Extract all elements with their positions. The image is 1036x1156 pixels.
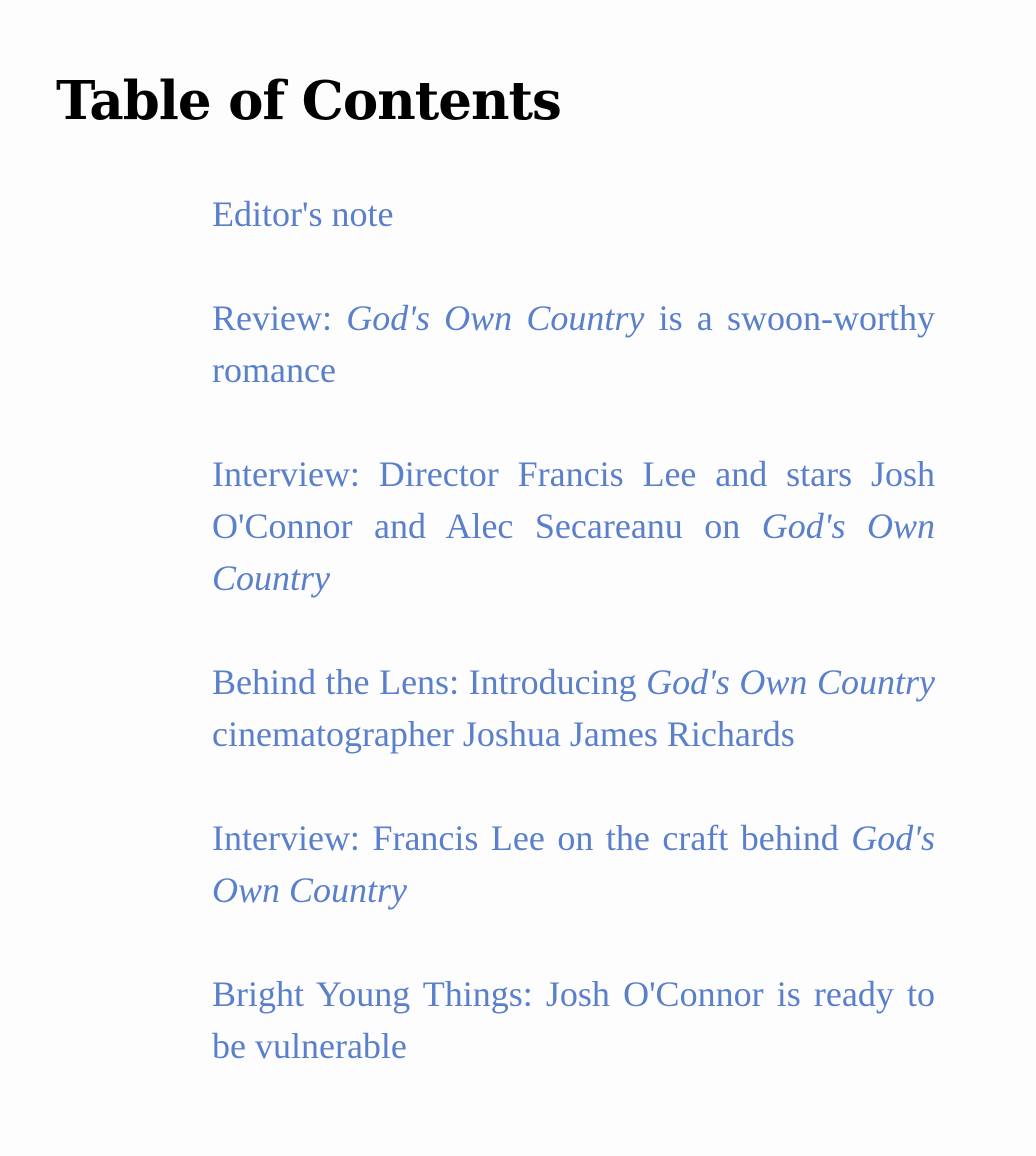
toc-link-text: is a swoon-worthy romance bbox=[212, 298, 935, 390]
film-title: God's Own Country bbox=[646, 662, 935, 702]
toc-link-text: Bright Young Things: Josh O'Connor is ready to be vulnerable bbox=[212, 974, 935, 1066]
toc-link-behind-the-lens[interactable] bbox=[212, 662, 935, 754]
toc-link-text: Editor's note bbox=[212, 194, 394, 234]
toc-link-editors-note[interactable] bbox=[212, 194, 393, 234]
toc-link-text: Interview: Director Francis Lee and stars Josh O'Connor and Alec Secareanu on bbox=[212, 454, 935, 546]
toc-item-editors-note bbox=[212, 188, 935, 240]
film-title: God's Own Country bbox=[212, 818, 935, 910]
toc-link-text: Review: bbox=[212, 298, 347, 338]
toc-item-bright-young-things bbox=[212, 968, 935, 1072]
toc-item-behind-the-lens bbox=[212, 656, 935, 760]
page-title: Table of Contents bbox=[56, 70, 561, 132]
toc-link-bright-young-things[interactable] bbox=[212, 974, 935, 1066]
toc-link-text: cinematographer Joshua James Richards bbox=[212, 714, 795, 754]
toc-link-review[interactable] bbox=[212, 298, 935, 390]
film-title: God's Own Country bbox=[212, 506, 936, 598]
toc-link-interview-craft[interactable] bbox=[212, 818, 935, 910]
toc-item-interview-craft bbox=[212, 812, 935, 916]
toc-link-interview-cast[interactable] bbox=[212, 454, 935, 598]
toc-link-text: Interview: Francis Lee on the craft behind bbox=[212, 818, 852, 858]
film-title: God's Own Country bbox=[346, 298, 645, 338]
toc-item-review bbox=[212, 292, 935, 396]
toc-list bbox=[212, 188, 935, 1072]
toc-link-text: Behind the Lens: Introducing bbox=[212, 662, 647, 702]
toc-item-interview-cast bbox=[212, 448, 935, 604]
